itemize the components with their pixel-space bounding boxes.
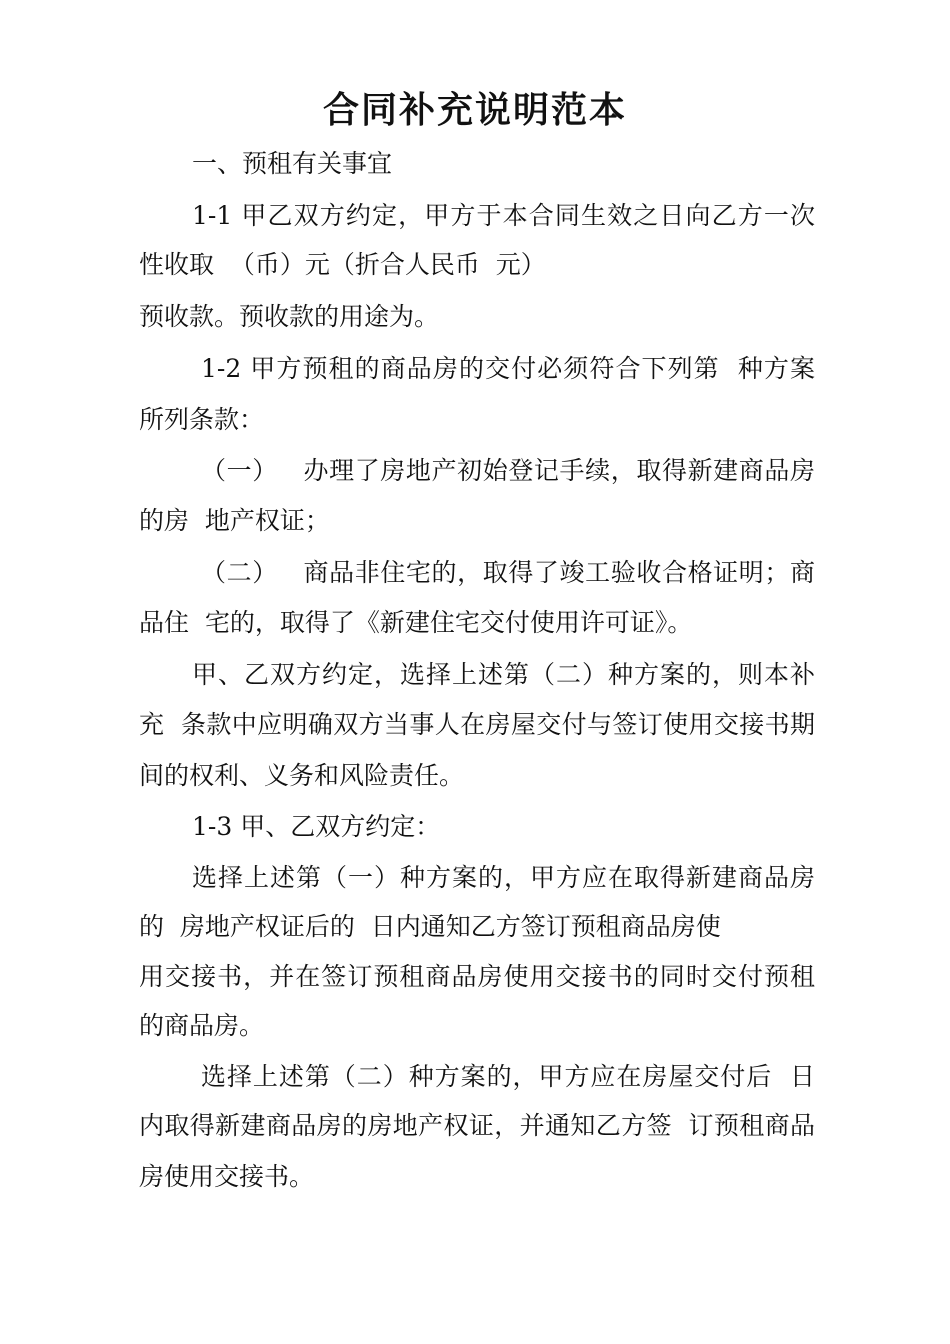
- paragraph-line: 用交接书，并在签订预租商品房使用交接书的同时交付预租: [139, 962, 815, 991]
- paragraph-line: 1-2 甲方预租的商品房的交付必须符合下列第 种方案: [201, 354, 815, 383]
- document-title: 合同补充说明范本: [322, 90, 627, 131]
- paragraph-line: 的房 地产权证；: [139, 506, 330, 535]
- paragraph-line: 选择上述第（二）种方案的，甲方应在房屋交付后 日: [201, 1062, 815, 1091]
- paragraph-line: 甲、乙双方约定，选择上述第（二）种方案的，则本补: [192, 660, 815, 689]
- paragraph-line: 间的权利、义务和风险责任。: [139, 761, 465, 790]
- paragraph-line: 品住 宅的，取得了《新建住宅交付使用许可证》。: [139, 608, 693, 637]
- paragraph-line: 性收取 （币）元（折合人民币 元）: [139, 250, 546, 279]
- paragraph-line: 房使用交接书。: [139, 1162, 315, 1191]
- section-heading-1: 一、预租有关事宜: [192, 149, 393, 178]
- paragraph-line: （一） 办理了房地产初始登记手续，取得新建商品房: [201, 456, 815, 485]
- paragraph-line: 充 条款中应明确双方当事人在房屋交付与签订使用交接书期: [139, 710, 815, 739]
- paragraph-line: 预收款。预收款的用途为。: [139, 302, 440, 331]
- paragraph-line: 内取得新建商品房的房地产权证，并通知乙方签 订预租商品: [139, 1111, 815, 1140]
- paragraph-line: 的 房地产权证后的 日内通知乙方签订预租商品房使: [139, 912, 721, 941]
- paragraph-line: 选择上述第（一）种方案的，甲方应在取得新建商品房: [192, 863, 815, 892]
- paragraph-line: 1-3 甲、乙双方约定：: [192, 812, 441, 841]
- paragraph-line: 的商品房。: [139, 1011, 265, 1040]
- paragraph-line: 1-1 甲乙双方约定，甲方于本合同生效之日向乙方一次: [192, 201, 815, 230]
- paragraph-line: （二） 商品非住宅的，取得了竣工验收合格证明；商: [201, 558, 815, 587]
- paragraph-line: 所列条款：: [139, 405, 265, 434]
